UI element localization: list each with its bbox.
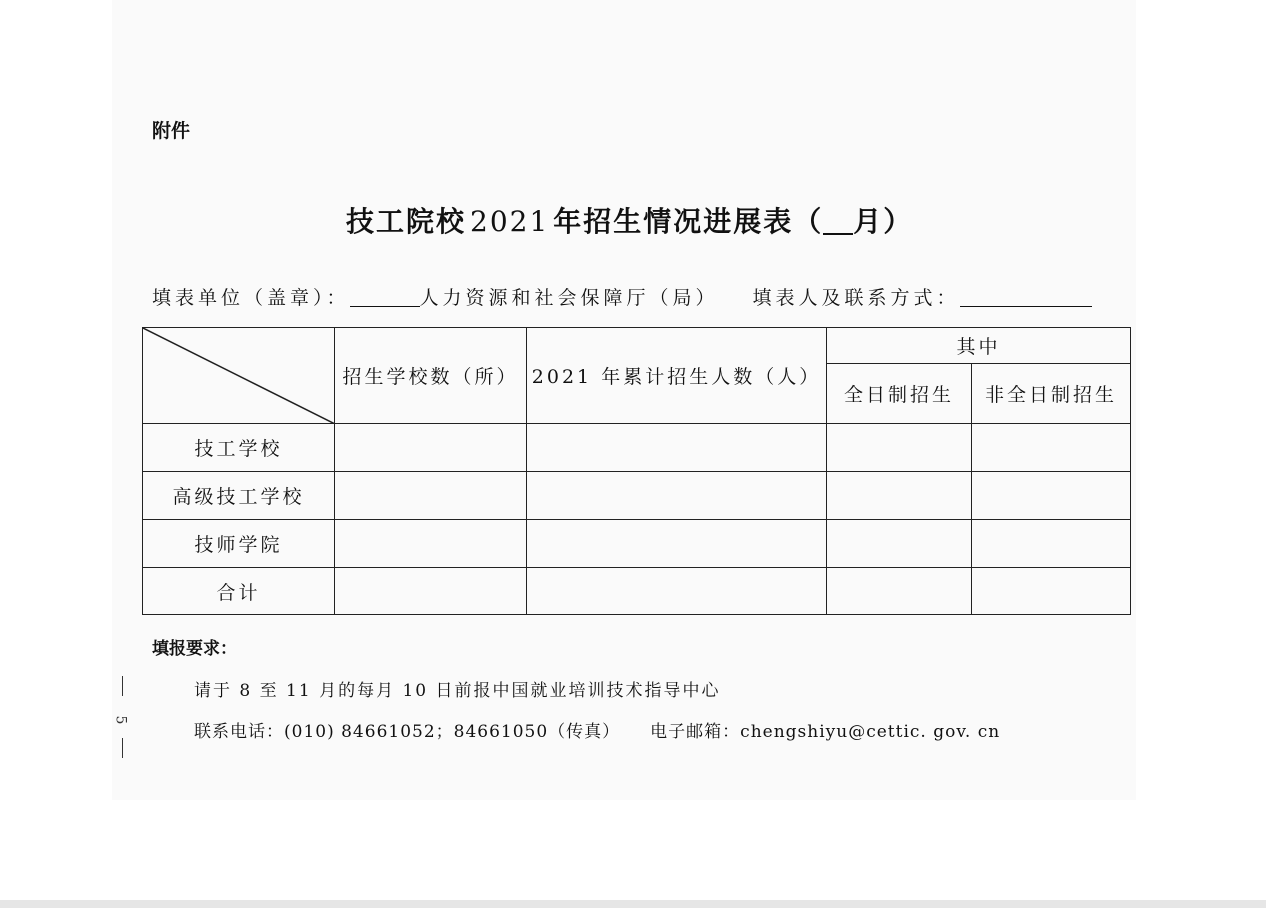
- month-blank: [823, 209, 853, 235]
- row-label: 高级技工学校: [143, 472, 335, 520]
- table-cell: [972, 520, 1131, 568]
- header-fulltime: 全日制招生: [827, 364, 972, 424]
- title-prefix: 技工院校: [346, 205, 467, 238]
- title-suffix: 年招生情况进展表（: [553, 205, 824, 238]
- table-cell: [972, 424, 1131, 472]
- table-cell: [527, 520, 827, 568]
- viewer-bottom-edge: [0, 900, 1266, 908]
- document-title: [346, 200, 913, 240]
- row-label: 合计: [143, 568, 335, 615]
- requirements-deadline: 请于 8 至 11 月的每月 10 日前报中国就业培训技术指导中心: [194, 681, 721, 701]
- fill-unit-value: 人力资源和社会保障厅（局）: [419, 287, 719, 309]
- table-cell: [335, 472, 527, 520]
- contact-email: 电子邮箱：chengshiyu@cettic. gov. cn: [650, 722, 1001, 742]
- table-cell: [827, 568, 972, 615]
- page-number: 5: [112, 715, 129, 725]
- table-cell: [827, 472, 972, 520]
- enrollment-table: [142, 327, 1131, 615]
- table-cell: [972, 568, 1131, 615]
- header-schools: 招生学校数（所）: [335, 328, 527, 424]
- row-label: 技工学校: [143, 424, 335, 472]
- title-year: 2021: [470, 205, 550, 238]
- contact-phone: 联系电话：(010) 84661052；84661050（传真）: [194, 722, 621, 742]
- header-parttime: 非全日制招生: [972, 364, 1131, 424]
- row-label: 技师学院: [143, 520, 335, 568]
- table-cell: [527, 424, 827, 472]
- header-of-which: 其中: [827, 328, 1131, 364]
- attachment-label: 附件: [152, 120, 191, 142]
- requirements-title: 填报要求：: [152, 639, 237, 659]
- table-cell: [527, 568, 827, 615]
- diagonal-line: [143, 328, 335, 424]
- table-cell: [527, 472, 827, 520]
- requirements-contact: [194, 717, 1000, 742]
- table-cell: [335, 520, 527, 568]
- page-number-marker: [112, 676, 130, 760]
- header-total: 2021 年累计招生人数（人）: [527, 328, 827, 424]
- title-month: 月）: [853, 205, 914, 238]
- fill-unit-label: 填表单位（盖章）：: [152, 287, 350, 309]
- diagonal-header-cell: [143, 328, 335, 424]
- table-cell: [827, 424, 972, 472]
- fill-person-blank: [960, 288, 1092, 307]
- table-cell: [827, 520, 972, 568]
- table-cell: [335, 568, 527, 615]
- table-cell: [972, 472, 1131, 520]
- fill-unit-blank: [350, 288, 420, 307]
- fill-person-label: 填表人及联系方式：: [752, 287, 960, 309]
- table-cell: [335, 424, 527, 472]
- fill-info-line: [152, 283, 1132, 310]
